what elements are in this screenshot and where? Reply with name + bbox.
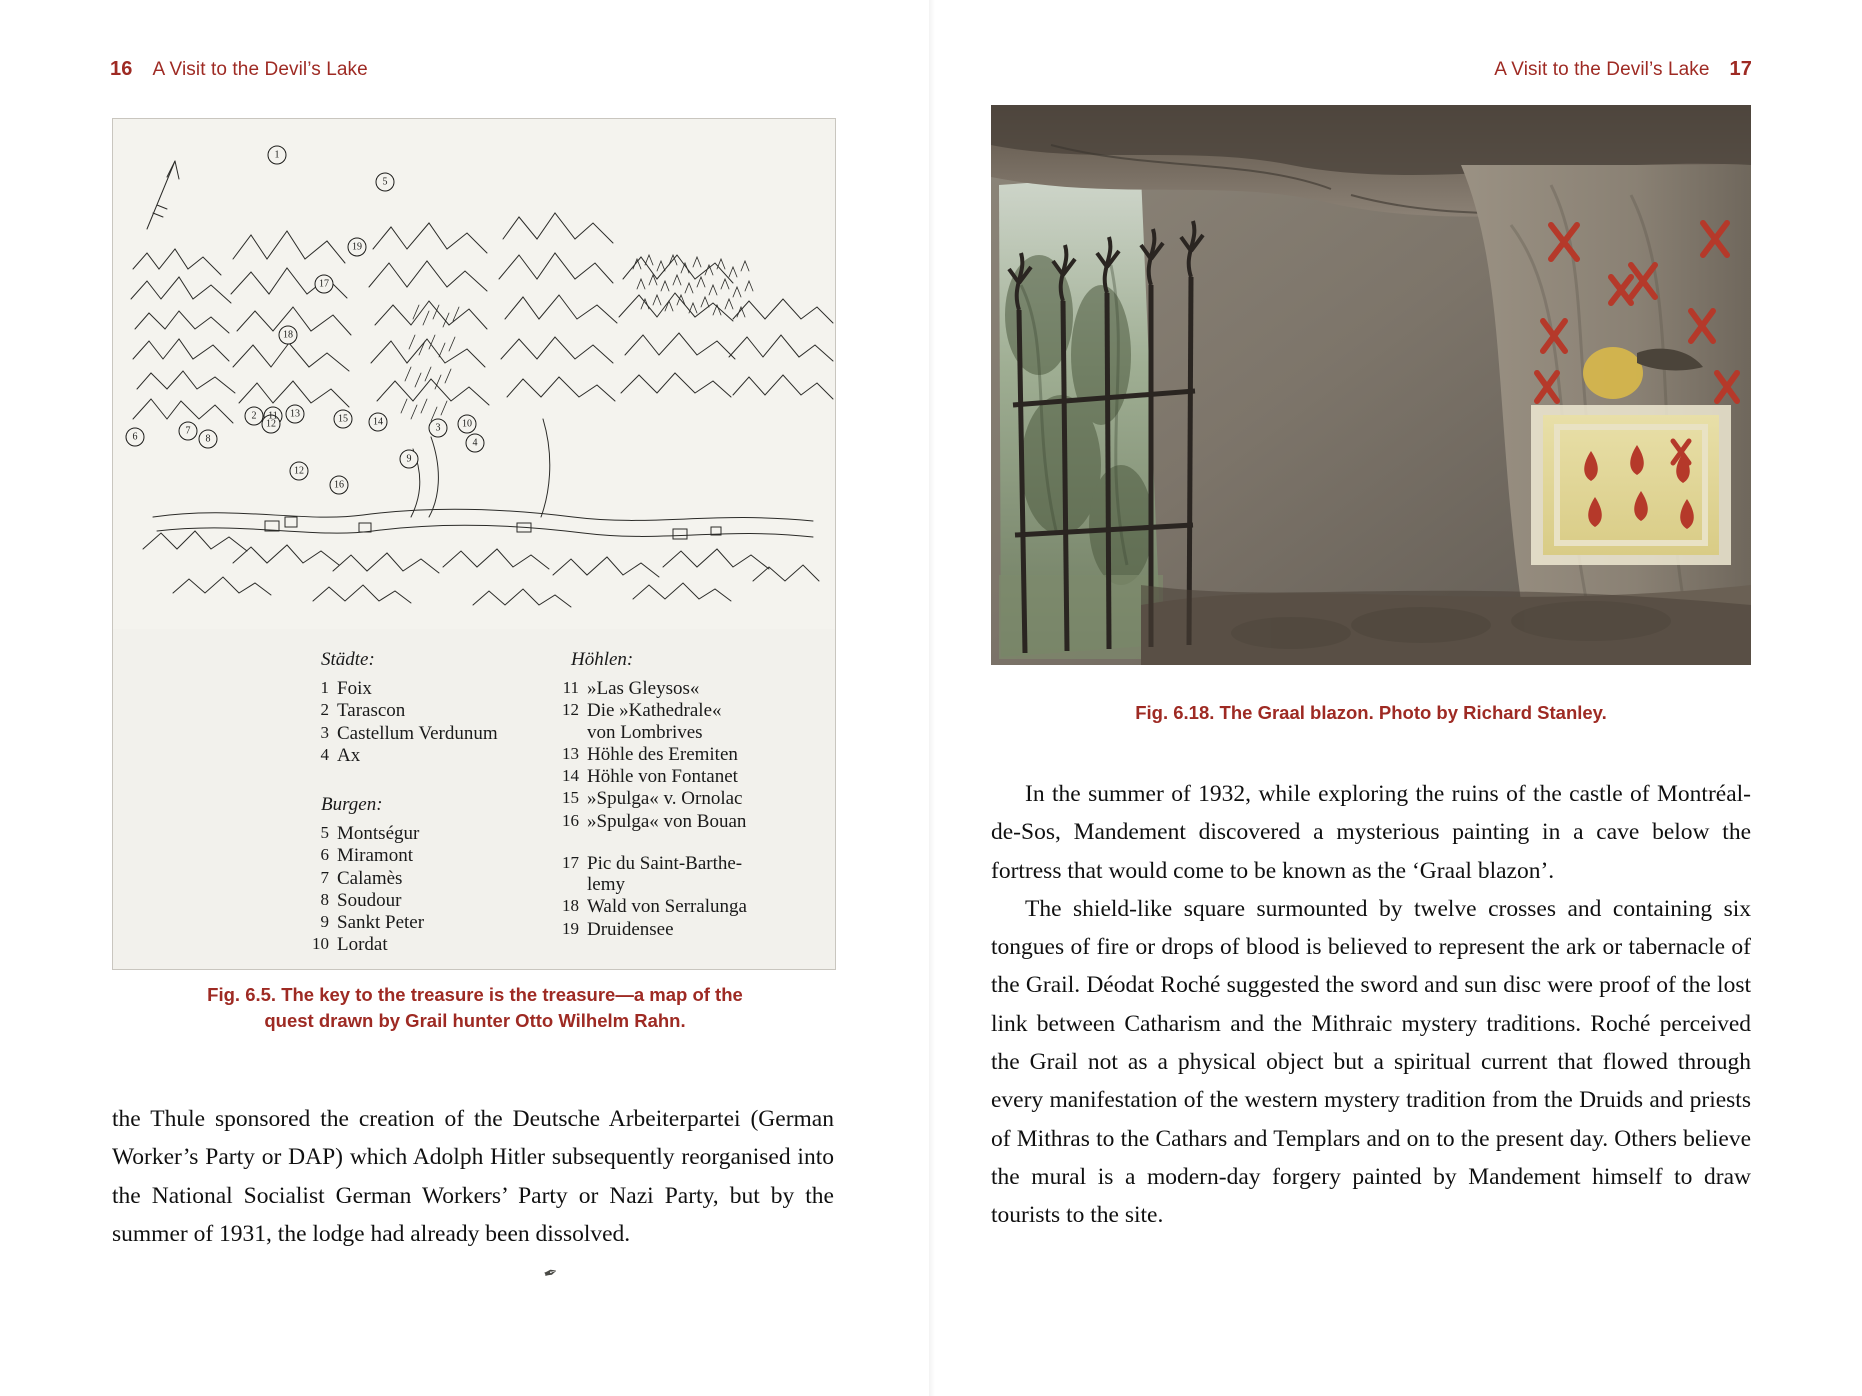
svg-text:8: 8	[205, 433, 211, 445]
legend-item-label: Höhle des Eremiten	[587, 743, 738, 765]
legend-item-number: 2	[320, 700, 329, 720]
legend-item	[553, 678, 813, 699]
legend-item-number: 15	[562, 788, 579, 808]
legend-item-number: 6	[320, 845, 329, 865]
legend-item	[553, 853, 813, 896]
legend-list-cities	[303, 678, 533, 766]
svg-text:7: 7	[185, 425, 191, 437]
legend-item	[303, 868, 533, 889]
legend-item-label-cont: von Lombrives	[587, 721, 703, 743]
legend-item	[303, 845, 533, 866]
svg-text:13: 13	[290, 408, 300, 420]
legend-heading-caves: Höhlen:	[571, 649, 634, 670]
legend-item-label: Höhle von Fontanet	[587, 766, 738, 788]
svg-text:5: 5	[382, 176, 388, 188]
svg-text:19: 19	[352, 241, 362, 253]
svg-text:12: 12	[294, 465, 304, 477]
legend-heading-castles: Burgen:	[321, 794, 383, 816]
legend-item-label-cont: lemy	[587, 874, 625, 896]
legend-item	[303, 745, 533, 766]
legend-item-label: »Spulga« v. Ornolac	[587, 788, 743, 810]
legend-list-castles	[303, 823, 533, 956]
legend-item	[553, 744, 813, 765]
svg-text:12: 12	[266, 418, 276, 430]
legend-item-number: 13	[562, 743, 579, 763]
legend-item-label: Lordat	[337, 934, 388, 956]
svg-text:6: 6	[132, 431, 138, 443]
legend-item	[303, 723, 533, 744]
svg-text:3: 3	[435, 422, 441, 434]
legend-item-number: 7	[320, 867, 329, 887]
legend-item	[303, 678, 533, 699]
legend-spacer	[553, 833, 813, 853]
legend-item-label: Miramont	[337, 845, 413, 867]
paragraph: The shield-like square surmounted by twelve crosses and containing six tongues of fire or drops of blood is believed to represent the ark or tabernacle of the Grail. Déodat Roché suggested the sword and sun disc were proof of the lost link between Catharism and the Mithraic mystery traditions. Roché perceived the Grail not as a physical object but a spiritual current that flowed through every manifestation of the western mystery tradition from the Druids and priests of Mithras to the Cathars and Templars and on to the present day. Others believe the mural is a modern-day forgery painted by Mandement himself to draw tourists to the site.	[991, 895, 1751, 1229]
legend-item-label: Calamès	[337, 867, 403, 889]
legend-column-right	[553, 649, 813, 941]
legend-item	[303, 823, 533, 844]
running-head-title-right: A Visit to the Devil’s Lake	[1494, 59, 1710, 80]
page-number-right: 17	[1729, 58, 1752, 80]
running-head-title-left: A Visit to the Devil’s Lake	[152, 59, 368, 80]
running-head-right	[1494, 58, 1752, 81]
legend-item-number: 8	[320, 889, 329, 909]
legend-column-left	[303, 649, 533, 957]
scan-mark-icon: ✒	[540, 1261, 561, 1285]
legend-item-label: »Spulga« von Bouan	[587, 810, 747, 832]
figure-caption-map	[150, 982, 800, 1035]
legend-item-label: Tarascon	[337, 700, 406, 722]
legend-item-number: 18	[562, 896, 579, 916]
running-head-left	[110, 58, 368, 81]
legend-item-number: 1	[320, 678, 329, 697]
legend-item-label: »Las Gleysos«	[587, 678, 700, 699]
legend-item-label: Sankt Peter	[337, 912, 425, 934]
svg-text:17: 17	[319, 278, 329, 290]
legend-list-caves	[553, 678, 813, 832]
legend-item-label: Druidensee	[587, 918, 674, 940]
map-illustration	[113, 119, 835, 629]
legend-item-number: 14	[562, 766, 579, 786]
legend-item-label: Montségur	[337, 823, 420, 845]
legend-item-number: 17	[562, 852, 579, 872]
legend-item	[553, 700, 813, 743]
paragraph: the Thule sponsored the creation of the Deutsche Arbeiterpartei (German Worker’s Party or DAP) which Adolph Hitler subsequently reorganised into the National Socialist German Workers’ Party or Nazi Party, but by the summer of 1931, the lodge had already been dissolved.	[112, 1106, 834, 1247]
svg-text:1: 1	[274, 149, 280, 161]
left-page-body	[112, 1100, 834, 1253]
legend-item-number: 10	[312, 934, 329, 954]
figure-graal-blazon-photo	[991, 105, 1751, 665]
svg-text:18: 18	[283, 329, 293, 341]
legend-heading-cities: Städte:	[321, 649, 375, 670]
legend-item-label: Ax	[337, 744, 361, 766]
paragraph: In the summer of 1932, while exploring the ruins of the castle of Montréal-de-Sos, Mandement discovered a mysterious painting in a cave below the fortress that would come to be known as the ‘Graal blazon’.	[991, 781, 1751, 884]
svg-text:11: 11	[268, 410, 278, 422]
legend-item	[553, 919, 813, 940]
page-number-left: 16	[110, 58, 133, 80]
legend-item-number: 12	[562, 700, 579, 720]
svg-text:14: 14	[373, 416, 383, 428]
legend-item-label: Die »Kathedrale«	[587, 700, 722, 722]
legend-item	[303, 934, 533, 955]
right-page-body	[991, 775, 1751, 1235]
figure-caption-map-line1: Fig. 6.5. The key to the treasure is the treasure—a map of the	[207, 984, 743, 1005]
legend-item-label: Soudour	[337, 889, 402, 911]
figure-caption-map-line2: quest drawn by Grail hunter Otto Wilhelm Rahn.	[264, 1010, 686, 1032]
legend-item-label: Castellum Verdunum	[337, 722, 498, 744]
legend-item	[303, 912, 533, 933]
legend-item-label: Pic du Saint-Barthe-	[587, 852, 743, 874]
legend-item	[553, 788, 813, 809]
legend-item-number: 16	[562, 810, 579, 830]
legend-item-label: Foix	[337, 678, 372, 699]
legend-item-number: 9	[320, 912, 329, 932]
svg-text:9: 9	[406, 453, 412, 465]
legend-item-number: 19	[562, 918, 579, 938]
right-page	[931, 0, 1862, 1396]
legend-item	[553, 811, 813, 832]
legend-item	[553, 896, 813, 917]
legend-item-number: 3	[320, 722, 329, 742]
svg-text:15: 15	[338, 413, 348, 425]
legend-item	[303, 890, 533, 911]
legend-item	[303, 700, 533, 721]
legend-item-number: 5	[320, 823, 329, 843]
legend-item-number: 11	[562, 678, 579, 697]
legend-item-number: 4	[320, 744, 329, 764]
svg-text:4: 4	[472, 437, 478, 449]
legend-item-label: Wald von Serralunga	[587, 896, 747, 918]
legend-item	[553, 766, 813, 787]
svg-text:10: 10	[462, 418, 472, 430]
svg-text:16: 16	[334, 479, 344, 491]
svg-text:2: 2	[251, 410, 257, 422]
figure-caption-blazon: Fig. 6.18. The Graal blazon. Photo by Richard Stanley.	[1135, 702, 1607, 723]
legend-list-peaks	[553, 853, 813, 940]
